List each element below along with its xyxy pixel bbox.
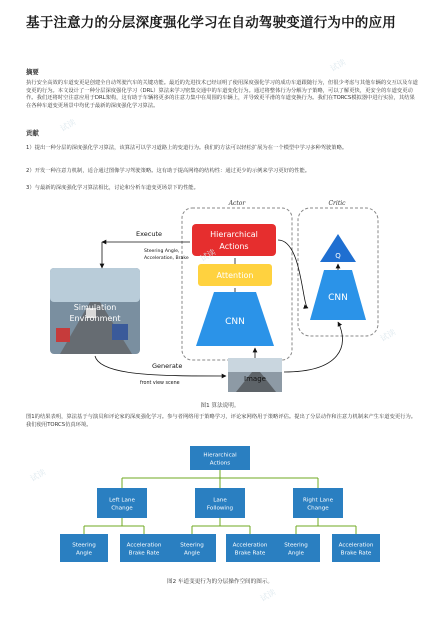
contribution-3: 3）与最新的深度强化学习算法相比，讨论和分析车道变更场景下的性能。 (26, 185, 199, 191)
leaf-acceleration-brake-rate-label: Acceleration (232, 542, 268, 549)
watermark-text: 试读 (28, 467, 48, 484)
watermark-text: 试读 (58, 117, 78, 134)
leaf-steering-angle-label: Steering (72, 542, 96, 549)
figure-2-caption: 图2 车道变更行为的分层操作空间的图示。 (166, 579, 274, 585)
attention-label: Attention (216, 271, 254, 280)
image-label: Image (244, 375, 266, 383)
front-view-image (228, 358, 282, 392)
watermark-text: 试读 (198, 247, 218, 264)
leaf-steering-angle-label: Steering (180, 542, 204, 549)
figure-2-tree (60, 446, 380, 572)
figure-1-discussion: 图1的结果表明，算法基于与演员和评论家的深度强化学习。参与者网络用于策略学习，评论家网络用于策略评估。提出了分层动作和注意力机制来产生车道变更行为。我们使用TORCS仿真环境。 (26, 414, 417, 428)
leaf-acceleration-brake-rate-label: Brake Rate (234, 550, 266, 557)
watermark-text: 试读 (258, 587, 278, 604)
leaf-acceleration-brake-rate-label: Acceleration (338, 542, 374, 549)
leaf-steering-angle-label: Angle (184, 550, 200, 557)
node-right-lane-change-label: Right Lane (302, 497, 334, 504)
front-view-label: front view scene (140, 381, 180, 386)
critic-cnn-label: CNN (328, 293, 348, 303)
root-hierarchical-actions-label: Actions (209, 460, 231, 467)
execute-detail-2: Acceleration, Brake (144, 256, 189, 261)
figure-1-caption: 图1 算法说明。 (200, 403, 240, 409)
node-lane-following-label: Lane (213, 497, 227, 504)
watermark-text: 试读 (328, 57, 348, 74)
hierarchical-actions-label-1: Hierarchical (210, 230, 258, 239)
node-right-lane-change-label: Change (307, 505, 329, 512)
leaf-acceleration-brake-rate-label: Brake Rate (340, 550, 372, 557)
actor-to-critic-arrow (278, 240, 308, 308)
execute-detail-1: Steering Angle, (144, 249, 180, 254)
watermark-text: 试读 (378, 327, 398, 344)
critic-q-label: Q (335, 252, 341, 260)
figure-2-svg (60, 446, 380, 572)
node-left-lane-change-label: Change (111, 505, 133, 512)
node-lane-following-label: Following (206, 505, 234, 512)
hierarchical-actions-block (192, 224, 276, 256)
contributions-heading: 贡献 (26, 129, 39, 137)
figure-1-diagram (40, 196, 420, 404)
leaf-steering-angle-label: Angle (76, 550, 92, 557)
abstract-heading: 摘要 (26, 68, 39, 76)
hierarchical-actions-label-2: Actions (219, 242, 249, 251)
leaf-steering-angle-label: Angle (288, 550, 304, 557)
node-left-lane-change-label: Left Lane (109, 497, 135, 504)
generate-label: Generate (152, 362, 183, 370)
actor-cnn-label: CNN (225, 317, 245, 327)
simulation-environment-image (50, 268, 140, 354)
actor-label: Actor (228, 200, 246, 207)
leaf-acceleration-brake-rate-label: Brake Rate (128, 550, 160, 557)
leaf-acceleration-brake-rate-label: Acceleration (126, 542, 162, 549)
image-to-critic-arrow (284, 322, 343, 372)
contribution-1: 1）提出一种分层的深度强化学习算法，该算法可以学习道路上的变道行为。我们的方法可以轻松扩展为在一个模型中学习多种驾驶策略。 (26, 145, 348, 151)
leaf-steering-angle-label: Steering (284, 542, 308, 549)
execute-label: Execute (136, 230, 162, 238)
critic-label: Critic (328, 200, 346, 207)
sim-env-label-2: Environment (69, 314, 121, 323)
sim-env-label-1: Simulation (73, 303, 117, 312)
root-hierarchical-actions-label: Hierarchical (203, 452, 237, 459)
figure-1-svg (40, 196, 420, 404)
paper-title: 基于注意力的分层深度强化学习在自动驾驶变道行为中的应用 (26, 15, 396, 31)
abstract-text: 执行安全高效的车道变更是创建全自动驾驶汽车的关键功能。最近的先进技术已经证明了使用深度强化学习的成功车道跟随行为，但很少考虑与其他车辆的交互以及车道变更的行为。本文设计了一种分层深度强化学习（DRL）算法来学习密集交通中的车道变化行为。通过将整体行为分解为子策略，可以了解更快，更安全的车道变更动作。我们还将时空注意应用于DRL架构，这有助于车辆将更多的注意力集中在周围的车辆上，并导致更平滑的车道变换行为。我们在TORCS模拟器中进行实验，其结果在各种车道变更场景中均优于最新的深度强化学习算法。 (26, 80, 418, 109)
contribution-2: 2）开发一种注意力机制，适合通过图像学习驾驶策略。这有助于提高网络的结构性：通过更少的示例来学习更好的性能。 (26, 168, 311, 174)
